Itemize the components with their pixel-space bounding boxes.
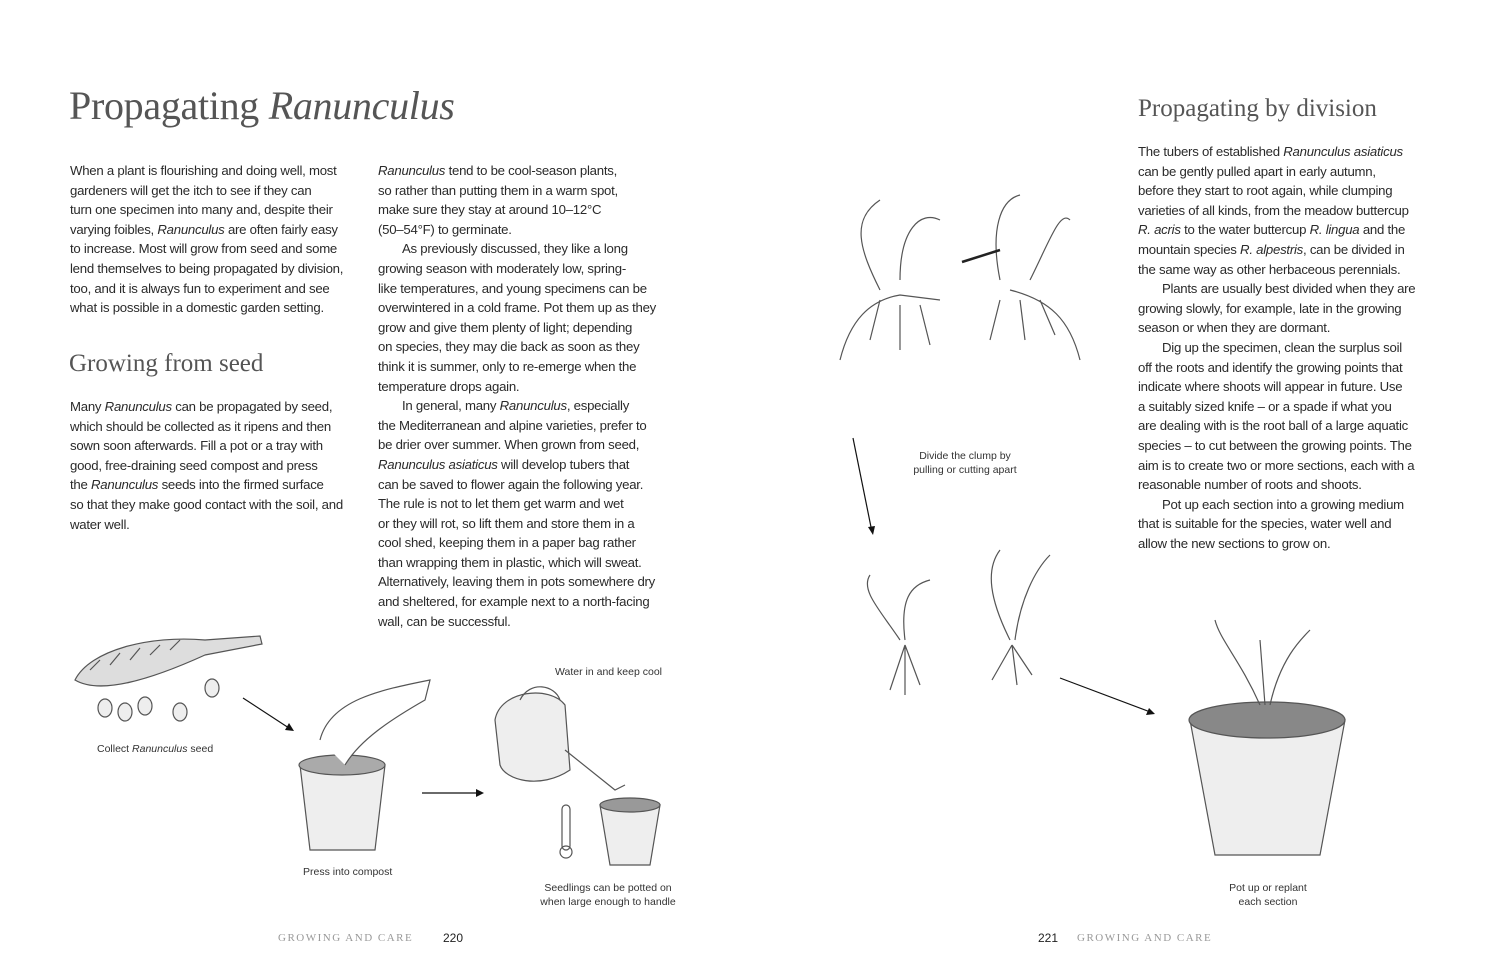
running-head-right: GROWING AND CARE (1077, 932, 1213, 944)
text: , can be divided in (1303, 241, 1405, 257)
caption-seedlings (538, 881, 678, 909)
text: which should be collected as it ripens and then (70, 418, 331, 434)
text-line (1138, 201, 1415, 221)
text: like temperatures, and young specimens can be (378, 280, 647, 296)
text: before they start to root again, while clumping (1138, 183, 1393, 199)
left-second-column (378, 161, 656, 631)
text-line (378, 377, 656, 397)
text: tend to be cool-season plants, (445, 163, 618, 178)
large-pot-illustration (1189, 620, 1345, 855)
italic-text: R. lingua (1309, 222, 1360, 238)
text: to the water buttercup (1180, 222, 1310, 238)
caption-collect-seed (97, 742, 213, 756)
text-line (378, 416, 656, 436)
text-line (378, 514, 656, 534)
text-line (378, 161, 656, 181)
text-line (70, 475, 343, 495)
text: turn one specimen into many and, despite their (70, 202, 333, 218)
text: temperature drops again. (378, 378, 520, 394)
text-line (378, 435, 656, 455)
caption-water: Water in and keep cool (555, 666, 663, 678)
text-line (378, 259, 656, 279)
text: As previously discussed, they like a long (402, 241, 628, 257)
text: overwintered in a cold frame. Pot them up as they (378, 300, 657, 316)
text-line (70, 259, 343, 279)
italic-text: Ranunculus (104, 399, 172, 414)
text-line (1138, 318, 1415, 338)
text: and the (1359, 222, 1406, 238)
text: mountain species (1138, 241, 1241, 257)
text-line (1138, 220, 1415, 240)
text-line (1138, 397, 1415, 417)
text-line (1138, 142, 1415, 162)
text: Dig up the specimen, clean the surplus soil (1162, 339, 1402, 355)
text-line (70, 515, 343, 535)
text-line (70, 397, 343, 417)
text: wall, can be successful. (378, 613, 511, 629)
text-line (378, 455, 656, 475)
text-line (1138, 416, 1415, 436)
text-line (70, 495, 343, 515)
text-line (70, 239, 343, 259)
text: species – to cut between the growing points. The (1138, 437, 1412, 453)
text: to increase. Most will grow from seed and some (70, 241, 338, 257)
text-line (1138, 436, 1415, 456)
text-line (1138, 534, 1415, 554)
caption-divide (895, 449, 1035, 477)
text-line (378, 553, 656, 573)
caption-italic: Ranunculus (132, 743, 188, 755)
caption-line: when large enough to handle (540, 896, 676, 908)
text: growing season with moderately low, spring- (378, 260, 626, 276)
text-line (1138, 260, 1415, 280)
text-line (70, 417, 343, 437)
text: off the roots and identify the growing points that (1138, 359, 1403, 375)
text-line (378, 318, 656, 338)
running-head-left: GROWING AND CARE (278, 932, 414, 944)
caption-text: seed (187, 743, 214, 755)
text: varieties of all kinds, from the meadow buttercup (1138, 202, 1409, 218)
text: and sheltered, for example next to a north-facing (378, 594, 650, 610)
text-line (1138, 495, 1415, 515)
text: Alternatively, leaving them in pots somewhere dry (378, 574, 656, 590)
page-number-right: 221 (1038, 931, 1059, 945)
text-line (1138, 162, 1415, 182)
text-line (1138, 338, 1415, 358)
text: seeds into the firmed surface (158, 477, 324, 493)
text-line (1138, 181, 1415, 201)
caption-line: each section (1238, 896, 1298, 908)
intro-column (70, 161, 343, 318)
text-line (1138, 358, 1415, 378)
text: grow and give them plenty of light; depending (378, 319, 633, 335)
text: a suitably sized knife – or a spade if what you (1138, 398, 1392, 414)
text-line (70, 220, 343, 240)
text-line (70, 181, 343, 201)
page-number-left: 220 (443, 931, 464, 945)
caption-line: Seedlings can be potted on (544, 882, 672, 894)
text-line (378, 612, 656, 632)
caption-text: Collect (97, 743, 133, 755)
page-title (69, 82, 455, 129)
text-line (378, 298, 656, 318)
text: what is possible in a domestic garden setting. (70, 300, 324, 316)
small-pot-illustration (600, 798, 660, 865)
text: the Mediterranean and alpine varieties, prefer to (378, 417, 647, 433)
text-line (1138, 299, 1415, 319)
text-line (70, 436, 343, 456)
italic-text: Ranunculus asiaticus (1283, 144, 1403, 159)
text: will develop tubers that (497, 456, 630, 472)
text: gardeners will get the itch to see if they can (70, 182, 312, 198)
text: aim is to create two or more sections, each with a (1138, 457, 1415, 473)
divided-plants-illustration (867, 550, 1050, 695)
text: can be gently pulled apart in early autumn, (1138, 163, 1376, 179)
text-line (378, 396, 656, 416)
italic-text: Ranunculus (157, 221, 225, 237)
text: are often fairly easy (224, 221, 338, 237)
italic-text: Ranunculus (378, 163, 446, 178)
text: lend themselves to being propagated by division, (70, 260, 344, 276)
text: cool shed, keeping them in a paper bag rather (378, 535, 636, 551)
text: When a plant is flourishing and doing well, most (70, 163, 337, 178)
text-line (1138, 377, 1415, 397)
text: so rather than putting them in a warm spot, (378, 182, 618, 198)
text-line (70, 200, 343, 220)
text: are dealing with is the root ball of a large aquatic (1138, 418, 1408, 434)
text-line (70, 161, 343, 181)
text: allow the new sections to grow on. (1138, 535, 1331, 551)
caption-line: pulling or cutting apart (913, 464, 1017, 476)
text-line (378, 337, 656, 357)
text: think it is summer, only to re-emerge when the (378, 358, 637, 374)
text: the same way as other herbaceous perennials. (1138, 261, 1401, 277)
caption-press: Press into compost (303, 866, 393, 878)
italic-text: Ranunculus (91, 477, 159, 493)
division-illustration (840, 195, 1080, 360)
text: on species, they may die back as soon as they (378, 339, 640, 355)
text-line (70, 298, 343, 318)
text: growing slowly, for example, late in the growing (1138, 300, 1402, 316)
text: varying foibles, (70, 221, 158, 237)
text-line (1138, 456, 1415, 476)
text: can be propagated by seed, (171, 399, 333, 414)
text: too, and it is always fun to experiment and see (70, 280, 330, 296)
subheading-growing-from-seed: Growing from seed (69, 350, 264, 377)
text: The rule is not to let them get warm and wet (378, 496, 624, 512)
text-line (378, 200, 656, 220)
text-line (378, 357, 656, 377)
text-line (70, 456, 343, 476)
text: reasonable number of roots and shoots. (1138, 477, 1362, 493)
text: so that they make good contact with the soil, and (70, 496, 343, 512)
text-line (1138, 240, 1415, 260)
text: that is suitable for the species, water well and (1138, 516, 1392, 532)
text: can be saved to flower again the following year. (378, 476, 644, 492)
text: water well. (70, 516, 130, 532)
text: be drier over summer. When grown from seed, (378, 437, 640, 453)
text: indicate where shoots will appear in future. Use (1138, 379, 1403, 395)
text-line (378, 475, 656, 495)
thermometer-illustration (560, 805, 572, 858)
subheading-propagating-by-division: Propagating by division (1138, 95, 1377, 122)
text-line (1138, 279, 1415, 299)
text-line (378, 181, 656, 201)
text: (50–54°F) to germinate. (378, 221, 512, 237)
text-line (378, 592, 656, 612)
text-line (378, 494, 656, 514)
caption-line: Pot up or replant (1229, 882, 1307, 894)
seed-column (70, 397, 343, 534)
text: The tubers of established (1138, 144, 1284, 159)
text: Plants are usually best divided when they are (1162, 281, 1416, 297)
text: , especially (566, 398, 630, 414)
text: good, free-draining seed compost and press (70, 457, 318, 473)
text-line (378, 279, 656, 299)
title-italic: Ranunculus (268, 83, 455, 128)
italic-text: Ranunculus (499, 398, 567, 414)
caption-pot-up (1208, 881, 1328, 909)
caption-line: Divide the clump by (919, 450, 1011, 462)
text-line (378, 239, 656, 259)
title-regular: Propagating (69, 83, 269, 128)
text: than wrapping them in plastic, which will sweat. (378, 554, 642, 570)
text: sown soon afterwards. Fill a pot or a tray with (70, 438, 323, 454)
text: the (70, 477, 91, 493)
text-line (1138, 514, 1415, 534)
pot-press-illustration (299, 680, 430, 850)
text-line (70, 279, 343, 299)
text-line (378, 220, 656, 240)
text: or they will rot, so lift them and store them in a (378, 515, 635, 531)
seed-head-illustration (75, 636, 262, 721)
text: make sure they stay at around 10–12°C (378, 202, 602, 218)
italic-text: R. alpestris (1240, 241, 1304, 257)
text-line (378, 572, 656, 592)
text-line (378, 533, 656, 553)
right-column (1138, 142, 1415, 553)
italic-text: Ranunculus asiaticus (378, 456, 498, 472)
italic-text: R. acris (1138, 222, 1181, 238)
text: season or when they are dormant. (1138, 320, 1331, 336)
text: In general, many (402, 398, 500, 414)
watering-can-illustration (495, 687, 625, 790)
text: Many (70, 399, 105, 414)
text-line (1138, 475, 1415, 495)
text: Pot up each section into a growing medium (1162, 496, 1404, 512)
